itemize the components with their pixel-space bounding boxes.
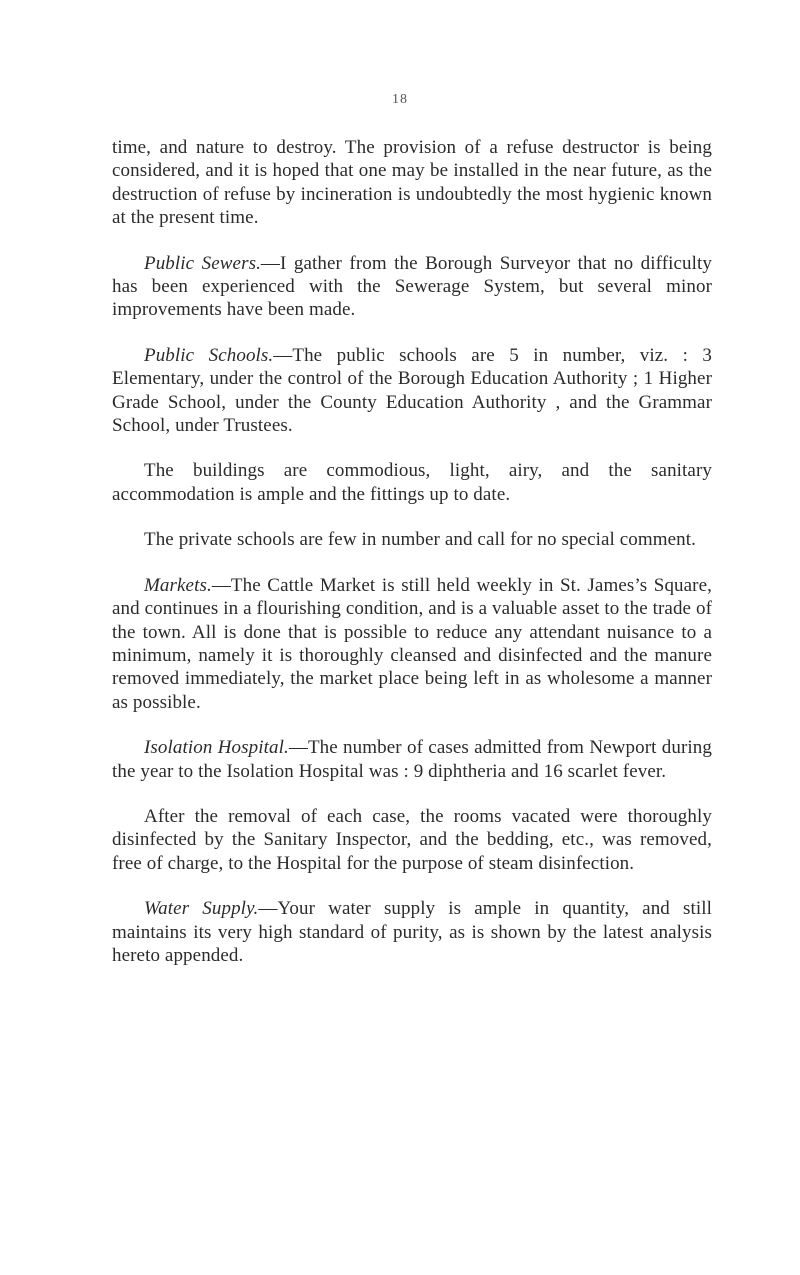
paragraph-removal: [112, 805, 712, 875]
paragraph-isolation-hospital: [112, 736, 712, 783]
paragraph-text: The buildings are commodious, light, airy, and the sanitary accommodation is ample and the fittings up to date.: [112, 460, 712, 505]
paragraph-buildings: [112, 459, 712, 506]
document-body: [112, 136, 712, 989]
paragraph-water-supply: [112, 897, 712, 967]
paragraph-text: —The public schools are 5 in number, viz. : 3 Elementary, under the control of the Borough Education Authority ; 1 Higher Grade School, under the County Education Authority , and the Grammar School, under Trustees.: [112, 344, 712, 437]
paragraph-text: —I gather from the Borough Surveyor that no difficulty has been experienced with the Sewerage System, but several minor improvements have been made.: [112, 252, 712, 321]
paragraph-text: —The number of cases admitted from Newport during the year to the Isolation Hospital was : 9 diphtheria and 16 scarlet fever.: [112, 737, 712, 782]
section-heading: Public Sewers.: [144, 252, 261, 274]
page-number: 18: [392, 92, 408, 107]
paragraph-public-schools: [112, 344, 712, 438]
paragraph-text: time, and nature to destroy. The provision of a refuse destructor is being considered, and it is hoped that one may be installed in the near future, as the destruction of refuse by incineration is undoubtedly the most hygienic known at the present time.: [112, 137, 712, 229]
section-heading: Water Supply.: [144, 898, 259, 920]
paragraph-text: —The Cattle Market is still held weekly in St. James’s Square, and continues in a flourishing condition, and is a valuable asset to the trade of the town. All is done that is possible to reduce any attendant nuisance to a minimum, namely it is thoroughly cleansed and disinfected and the manure removed immediately, the market place being left in as wholesome a manner as possible.: [112, 574, 712, 713]
section-heading: Markets.: [144, 574, 212, 596]
paragraph-text: —Your water supply is ample in quantity, and still maintains its very high standard of purity, as is shown by the latest analysis hereto appended.: [112, 898, 712, 966]
paragraph-markets: [112, 574, 712, 714]
section-heading: Public Schools.: [144, 344, 274, 366]
section-heading: Isolation Hospital.: [144, 737, 289, 759]
paragraph-private-schools: [112, 528, 712, 551]
paragraph-public-sewers: [112, 252, 712, 322]
paragraph-text: The private schools are few in number and call for no special comment.: [144, 529, 696, 551]
paragraph-refuse: [112, 136, 712, 230]
paragraph-text: After the removal of each case, the rooms vacated were thoroughly disinfected by the Sanitary Inspector, and the bedding, etc., was removed, free of charge, to the Hospital for the purpose of steam disinfection.: [112, 805, 712, 874]
